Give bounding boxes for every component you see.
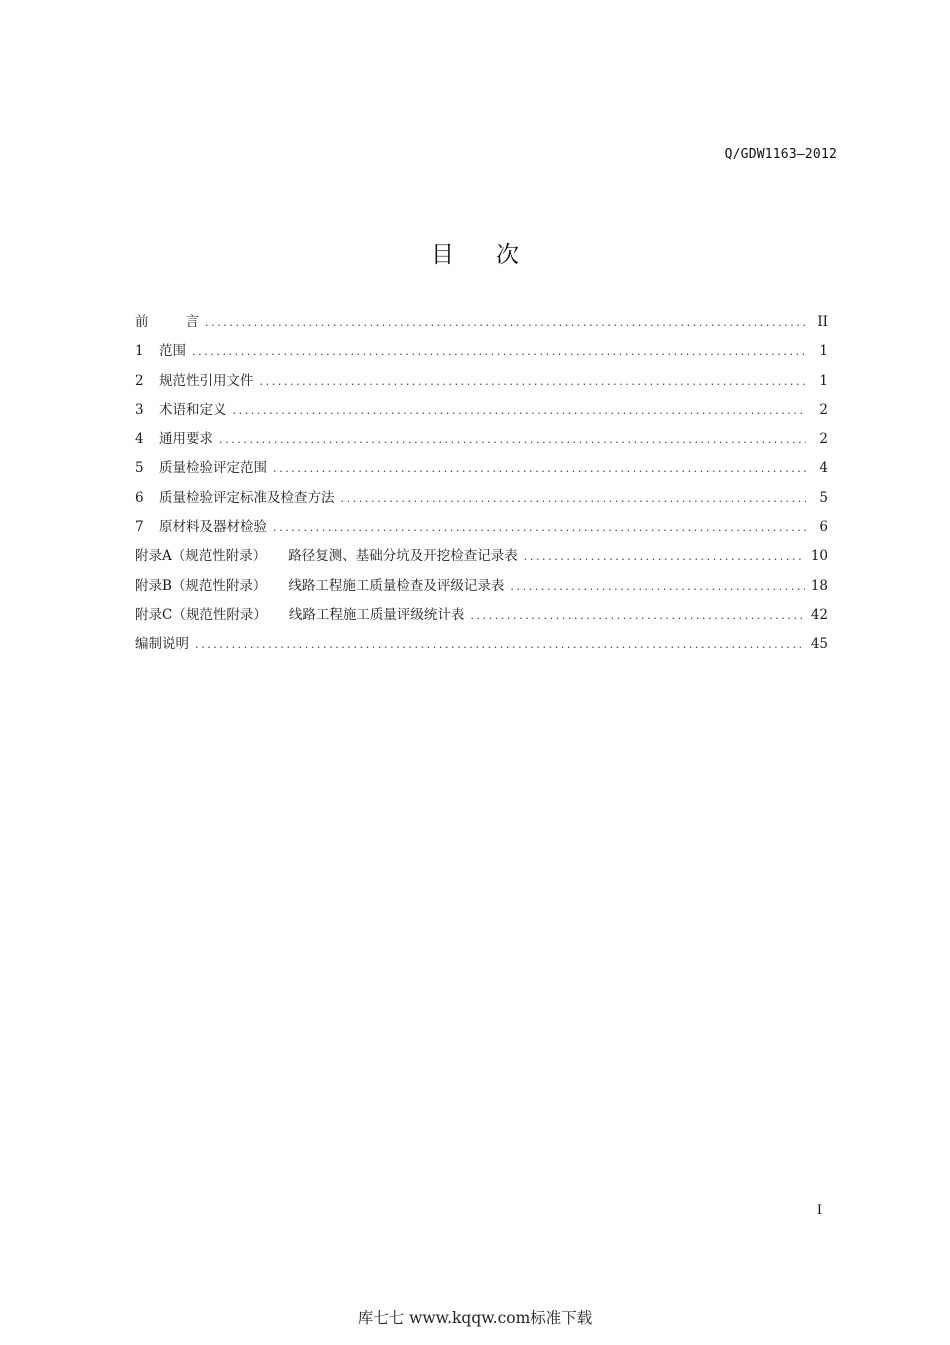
toc-entry-label: 范围 bbox=[159, 343, 186, 360]
toc-entry-scope[interactable] bbox=[135, 337, 828, 366]
toc-entry-appendix-c[interactable] bbox=[135, 601, 828, 630]
toc-leader-dots bbox=[219, 425, 806, 454]
toc-entry-general-requirements[interactable] bbox=[135, 425, 828, 454]
toc-entry-page: II bbox=[817, 314, 828, 330]
toc-entry-page: 42 bbox=[810, 606, 828, 623]
toc-entry-label: 通用要求 bbox=[159, 431, 213, 448]
toc-entry-appendix-prefix: 附录B（规范性附录） bbox=[135, 577, 267, 594]
toc-entry-terms-definitions[interactable] bbox=[135, 396, 828, 425]
toc-entry-normative-references[interactable] bbox=[135, 367, 828, 396]
toc-entry-drafting-notes[interactable] bbox=[135, 630, 828, 659]
toc-leader-dots bbox=[470, 601, 804, 630]
toc-entry-page: 5 bbox=[819, 489, 828, 506]
toc-entry-number: 2 bbox=[135, 372, 144, 389]
page-number: I bbox=[816, 1203, 822, 1218]
toc-entry-page: 6 bbox=[819, 519, 828, 536]
toc-entry-number: 4 bbox=[135, 431, 144, 448]
toc-entry-number: 7 bbox=[135, 519, 144, 536]
document-code: Q/GDW1163—2012 bbox=[724, 147, 837, 162]
toc-title-char-2: 次 bbox=[496, 242, 561, 268]
toc-entry-number: 3 bbox=[135, 401, 144, 418]
toc-entry-inspection-standards[interactable] bbox=[135, 484, 828, 513]
toc-leader-dots bbox=[273, 454, 806, 483]
toc-entry-label: 路径复测、基础分坑及开挖检查记录表 bbox=[288, 548, 518, 565]
toc-title bbox=[0, 236, 950, 269]
toc-entry-label: 编制说明 bbox=[135, 636, 189, 653]
toc-entry-foreword[interactable] bbox=[135, 308, 828, 337]
footer-watermark-text: 库七七 www.kqqw.com标准下载 bbox=[357, 1309, 593, 1327]
toc-entry-label: 线路工程施工质量评级统计表 bbox=[288, 606, 465, 623]
toc-entry-page: 2 bbox=[819, 431, 828, 448]
toc-entry-label: 质量检验评定标准及检查方法 bbox=[159, 489, 335, 506]
toc-leader-dots bbox=[510, 572, 804, 601]
toc-entry-page: 45 bbox=[810, 636, 828, 653]
toc-leader-dots bbox=[524, 542, 805, 571]
toc-leader-dots bbox=[233, 396, 807, 425]
toc-entry-appendix-a[interactable] bbox=[135, 542, 828, 571]
toc-entry-inspection-scope[interactable] bbox=[135, 454, 828, 483]
toc-entry-page: 4 bbox=[819, 460, 828, 477]
toc-entry-page: 2 bbox=[819, 401, 828, 418]
toc-entry-appendix-prefix: 附录C（规范性附录） bbox=[135, 606, 267, 623]
toc-entry-number: 1 bbox=[135, 343, 144, 360]
toc-entry-materials-inspection[interactable] bbox=[135, 513, 828, 542]
toc-leader-dots bbox=[273, 513, 806, 542]
toc-leader-dots bbox=[195, 630, 805, 659]
toc-leader-dots bbox=[341, 484, 807, 513]
toc-entry-label: 原材料及器材检验 bbox=[159, 519, 267, 536]
toc-entry-page: 1 bbox=[819, 343, 828, 360]
toc-entry-number: 5 bbox=[135, 460, 144, 477]
toc-leader-dots bbox=[205, 308, 806, 337]
toc-entry-page: 18 bbox=[810, 577, 828, 594]
toc-entry-label: 质量检验评定范围 bbox=[159, 460, 267, 477]
toc-leader-dots bbox=[192, 337, 806, 366]
toc-entry-label: 前 言 bbox=[135, 314, 199, 330]
toc-entry-number: 6 bbox=[135, 489, 144, 506]
toc-entry-page: 1 bbox=[819, 372, 828, 389]
toc-entry-appendix-prefix: 附录A（规范性附录） bbox=[135, 548, 267, 565]
toc-leader-dots bbox=[260, 367, 807, 396]
toc-entry-page: 10 bbox=[810, 548, 828, 565]
toc-entry-appendix-b[interactable] bbox=[135, 572, 828, 601]
toc-title-char-1: 目 bbox=[431, 242, 496, 268]
table-of-contents bbox=[135, 308, 828, 660]
toc-entry-label: 线路工程施工质量检查及评级记录表 bbox=[288, 577, 505, 594]
toc-entry-label: 术语和定义 bbox=[159, 401, 227, 418]
toc-entry-label: 规范性引用文件 bbox=[159, 372, 254, 389]
